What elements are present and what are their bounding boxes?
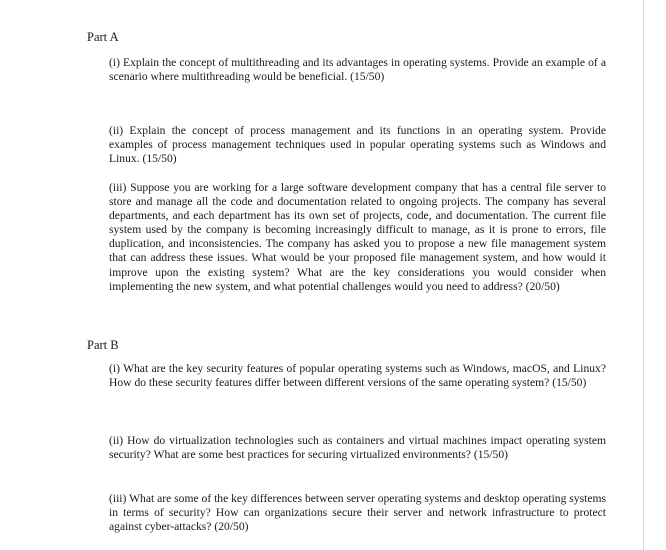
question-number: (iii)	[109, 181, 127, 194]
question-text: Suppose you are working for a large software development company that has a central file server to store and manage all the code and documentation related to ongoing projects. The company has several departments, and each department has its own set of projects, code, and documentation. The current file system used by the company is becoming increasingly difficult to manage, as it is prone to errors, file duplication, and inconsistencies. The company has asked you to propose a new file management system that can address these issues. What would be your proposed file management system, and how would it improve upon the existing system? What are the key considerations you would consider when implementing the new system, and what potential challenges would you need to address? (20/50)	[109, 181, 606, 293]
question-number: (i)	[109, 56, 120, 69]
part-b-question-1	[109, 362, 606, 390]
question-text: Explain the concept of multithreading and its advantages in operating systems. Provide an example of a scenario where multithreading would be beneficial. (15/50)	[109, 56, 606, 84]
question-text: What are the key security features of popular operating systems such as Windows, macOS, and Linux? How do these security features differ between different versions of the same operating system? (15/50)	[109, 362, 606, 390]
part-b-question-2	[109, 434, 606, 462]
question-number: (i)	[109, 362, 120, 375]
question-number: (iii)	[109, 492, 127, 505]
part-a-heading: Part A	[87, 30, 119, 44]
part-a-question-2	[109, 124, 606, 166]
question-number: (ii)	[109, 124, 124, 137]
part-b-heading: Part B	[87, 338, 119, 352]
part-a-question-1	[109, 56, 606, 84]
question-number: (ii)	[109, 434, 124, 447]
part-a-question-3	[109, 181, 606, 294]
question-text: How do virtualization technologies such as containers and virtual machines impact operating system security? What are some best practices for securing virtualized environments? (15/50)	[109, 434, 607, 462]
question-text: Explain the concept of process management and its functions in an operating system. Provide examples of process management techniques used in popular operating systems such as Windows and Linux. (15/50)	[109, 124, 606, 166]
page-edge-line	[643, 0, 644, 550]
part-b-question-3	[109, 492, 606, 534]
question-text: What are some of the key differences between server operating systems and desktop operating systems in terms of security? How can organizations secure their server and network infrastructure to protect against cyber-attacks? (20/50)	[109, 492, 606, 534]
